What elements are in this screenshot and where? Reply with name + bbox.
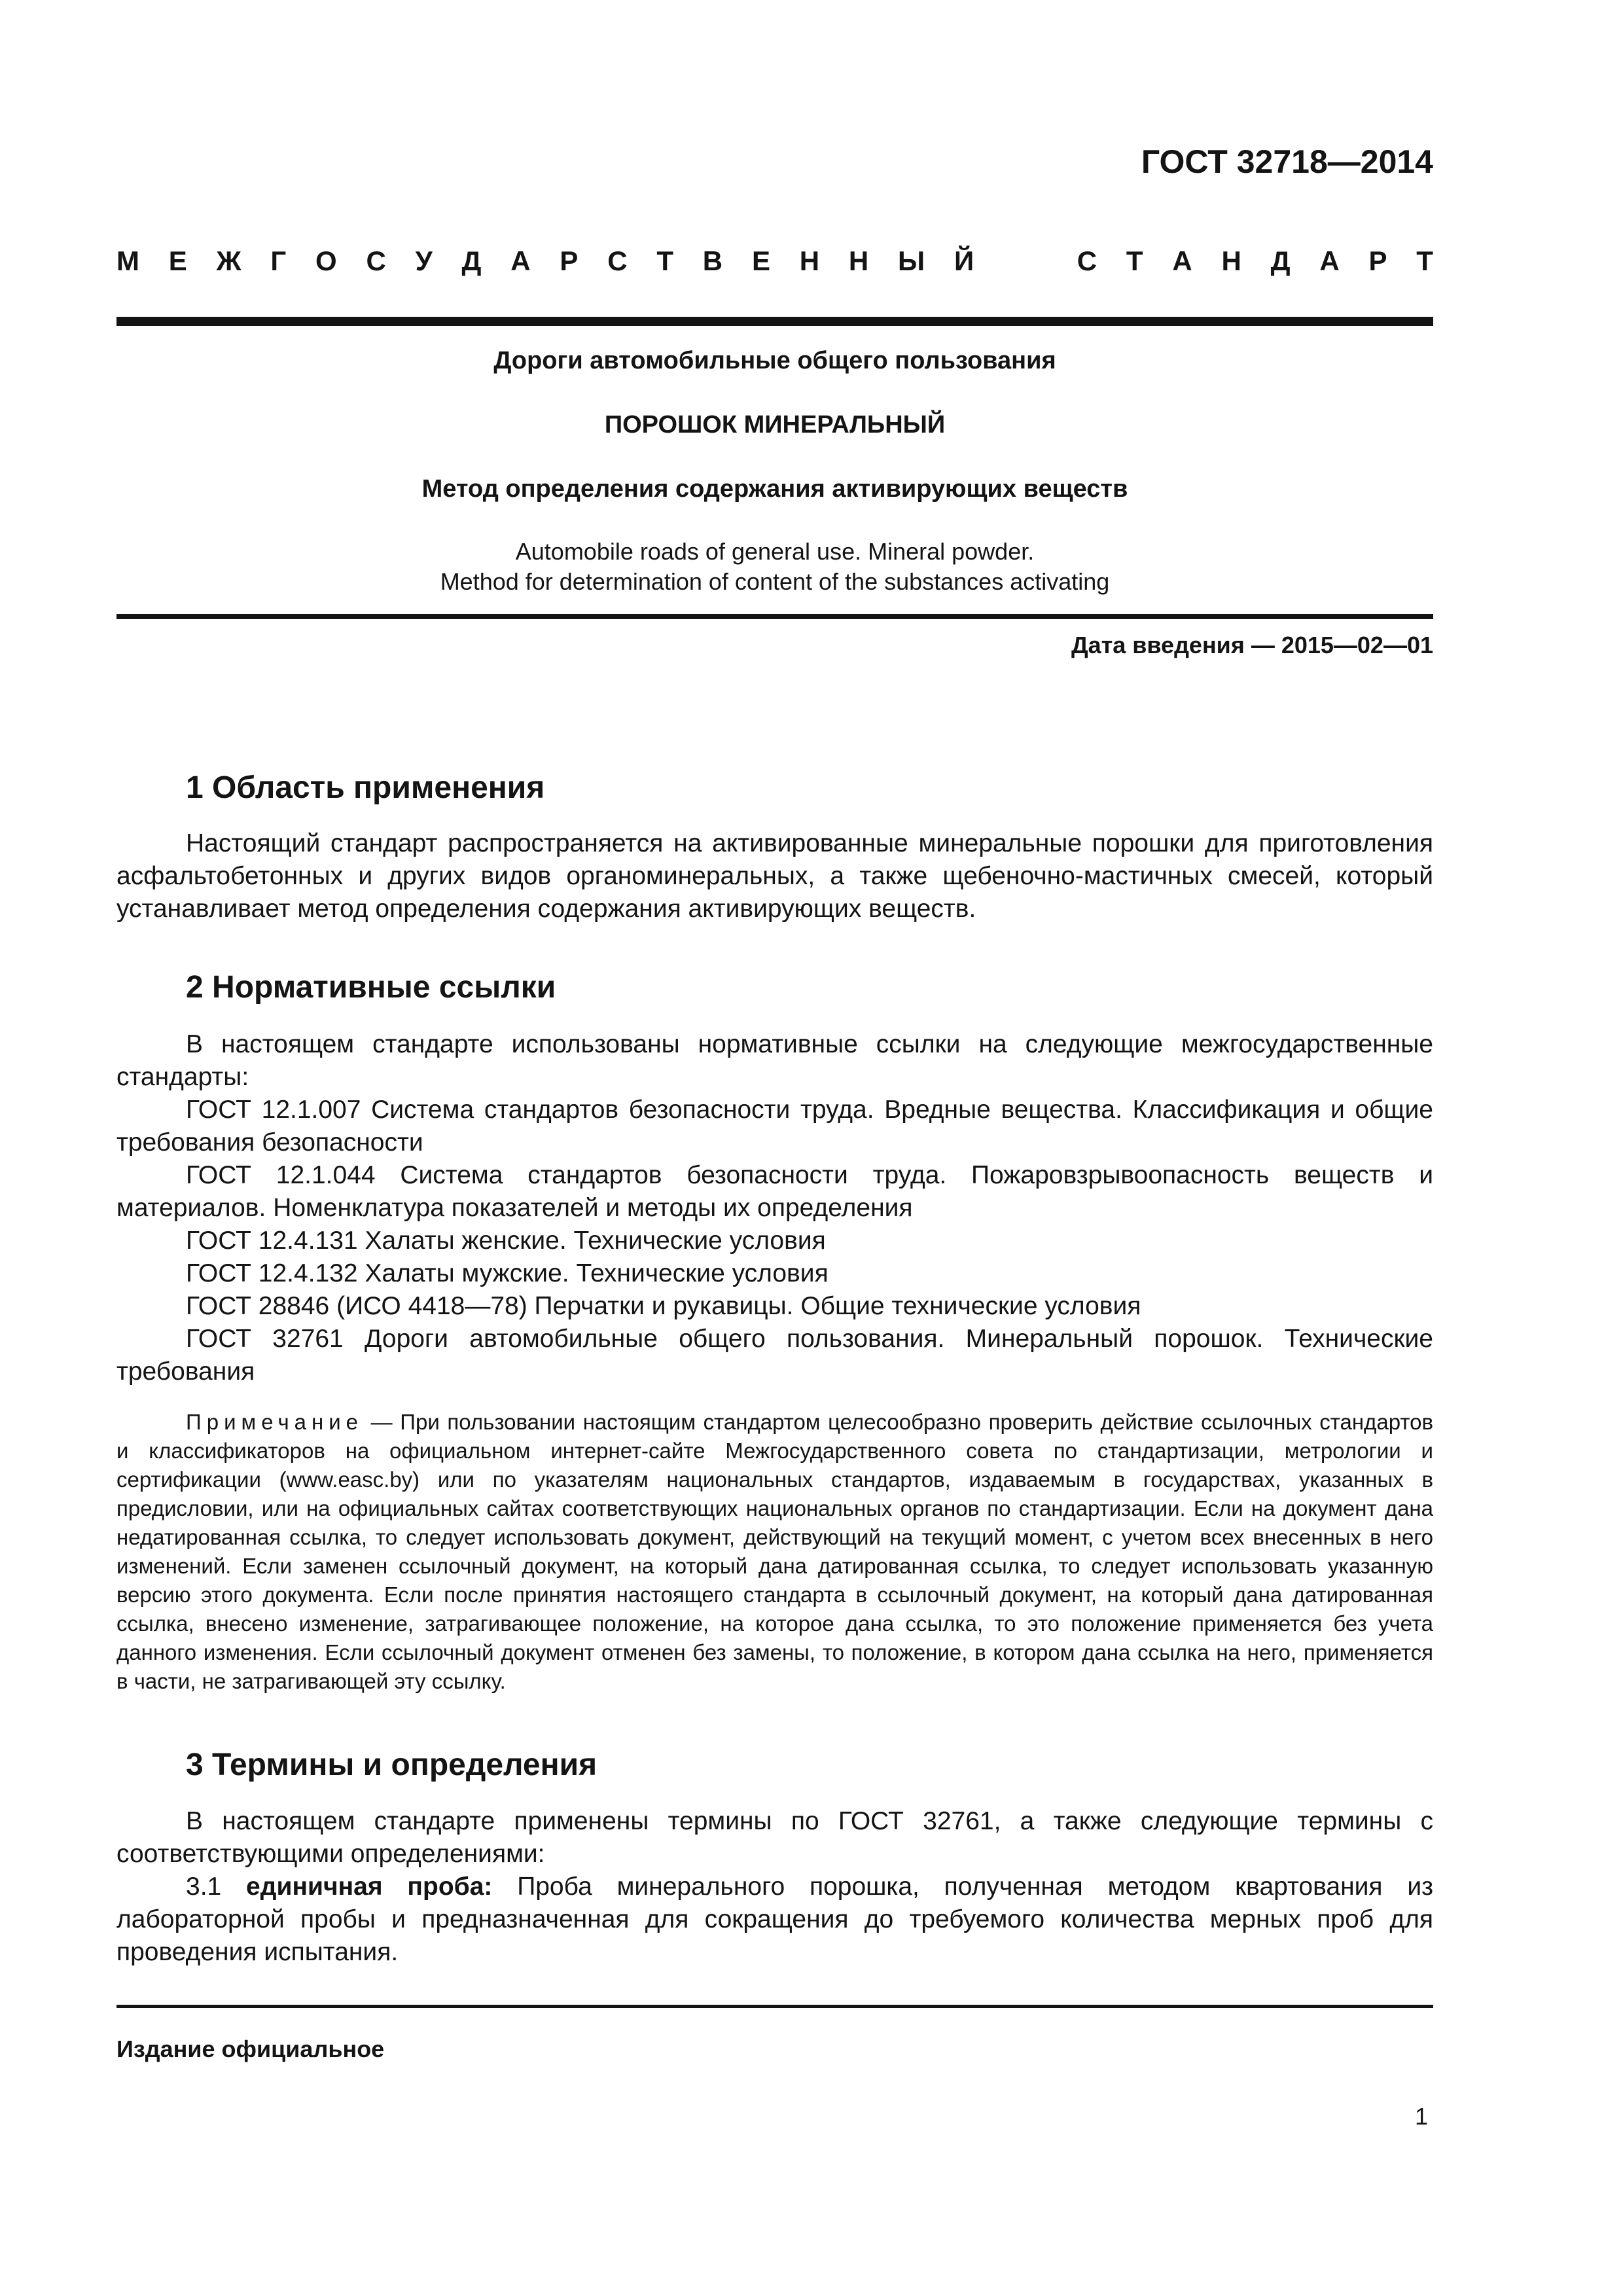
note-text: — При пользовании настоящим стандартом целесообразно проверить действие ссылочных стандартов и классификаторов на официальном интернет-сайте Межгосударственного совета по стандартизации, метрологии и сертификации (www.easc.by) или по указателям национальных стандартов, издаваемым в государствах, указанных в предисловии, или на официальных сайтах соответствующих национальных органов по стандартизации. Если на документ дана недатированная ссылка, то следует использовать документ, действующий на текущий момент, с учетом всех внесенных в него изменений. Если заменен ссылочный документ, на который дана датированная ссылка, то следует использовать указанную версию этого документа. Если после принятия настоящего стандарта в ссылочный документ, на который дана датированная ссылка, внесено изменение, затрагивающее положение, на которое дана ссылка, то это положение применяется без учета данного изменения. Если ссылочный документ отменен без замены, то положение, в котором дана ссылка на него, применяется в части, не затрагивающей эту ссылку. — [116, 1410, 1433, 1693]
type-letter: Н — [848, 245, 869, 276]
standard-type-row — [116, 247, 1433, 275]
type-letter: Т — [656, 245, 673, 276]
type-letter: Д — [1270, 245, 1291, 276]
note-label: Примечание — [186, 1410, 364, 1434]
type-letter: Е — [168, 245, 187, 276]
type-letter: Н — [1221, 245, 1241, 276]
section-3-heading: 3 Термины и определения — [186, 1748, 597, 1782]
header-rule — [116, 317, 1433, 326]
type-letter: Ы — [898, 245, 925, 276]
section-2-body — [116, 1028, 1433, 1388]
type-letter: С — [1077, 245, 1097, 276]
reference-item: ГОСТ 32761 Дороги автомобильные общего пользования. Минеральный порошок. Технические требования — [116, 1325, 1433, 1386]
type-letter: М — [116, 245, 139, 276]
page-number: 1 — [1414, 2103, 1428, 2130]
english-title-line-1: Automobile roads of general use. Mineral powder. — [515, 538, 1035, 565]
type-letter: Й — [954, 245, 974, 276]
title-rule — [116, 614, 1433, 619]
type-letter: С — [366, 245, 386, 276]
intro-date: Дата введения — 2015—02—01 — [1071, 632, 1433, 658]
term-definition: Проба минерального порошка, полученная методом квартования из лабораторной пробы и предназначенная для сокращения до требуемого количества мерных проб для проведения испытания. — [116, 1873, 1433, 1966]
title-line-3: Метод определения содержания активирующих веществ — [421, 475, 1128, 503]
document-page — [116, 0, 1433, 2296]
section-2-intro: В настоящем стандарте использованы нормативные ссылки на следующие межгосударственные стандарты: — [116, 1030, 1433, 1091]
type-letter: Ж — [216, 245, 241, 276]
section-1-heading: 1 Область применения — [186, 770, 545, 805]
reference-item: ГОСТ 12.4.131 Халаты женские. Технические условия — [186, 1227, 826, 1255]
type-letter: Р — [1368, 245, 1387, 276]
footer-rule — [116, 2005, 1433, 2008]
section-2-note — [116, 1408, 1433, 1696]
english-title-line-2: Method for determination of content of the substances activating — [440, 568, 1110, 595]
type-letter: Д — [461, 245, 482, 276]
section-1-body — [116, 827, 1433, 925]
edition-label: Издание официальное — [116, 2036, 385, 2062]
standard-id: ГОСТ 32718—2014 — [1141, 143, 1433, 180]
section-1-paragraph: Настоящий стандарт распространяется на активированные минеральные порошки для приготовления асфальтобетонных и других видов органоминеральных, а также щебеночно-мастичных смесей, который устанавливает метод определения содержания активирующих веществ. — [116, 829, 1433, 923]
type-letter: Н — [799, 245, 820, 276]
type-letter: О — [315, 245, 337, 276]
section-3-intro: В настоящем стандарте применены термины по ГОСТ 32761, а также следующие термины с соответствующими определениями: — [116, 1807, 1433, 1868]
reference-item: ГОСТ 12.1.007 Система стандартов безопасности труда. Вредные вещества. Классификация и общие требования безопасности — [116, 1096, 1433, 1157]
type-letter: Е — [751, 245, 770, 276]
type-letter: А — [1172, 245, 1192, 276]
type-letter: Г — [270, 245, 287, 276]
reference-item: ГОСТ 28846 (ИСО 4418—78) Перчатки и рукавицы. Общие технические условия — [186, 1292, 1141, 1320]
term-3-1 — [116, 1871, 1433, 1969]
title-line-2: ПОРОШОК МИНЕРАЛЬНЫЙ — [604, 411, 946, 439]
type-letter: Т — [1126, 245, 1143, 276]
title-line-1: Дороги автомобильные общего пользования — [493, 347, 1056, 374]
term-name: единичная проба: — [246, 1873, 493, 1901]
type-letter: У — [415, 245, 433, 276]
type-letter: Т — [1416, 245, 1433, 276]
section-2-heading: 2 Нормативные ссылки — [186, 970, 556, 1005]
type-letter: В — [702, 245, 723, 276]
reference-item: ГОСТ 12.1.044 Система стандартов безопасности труда. Пожаровзрывоопасность веществ и материалов. Номенклатура показателей и методы их определения — [116, 1161, 1433, 1222]
type-letter: А — [510, 245, 531, 276]
section-3-body — [116, 1805, 1433, 1969]
term-number: 3.1 — [186, 1873, 247, 1901]
word-gap — [1003, 247, 1048, 275]
type-letter: Р — [560, 245, 579, 276]
type-letter: А — [1319, 245, 1340, 276]
type-letter: С — [607, 245, 628, 276]
reference-item: ГОСТ 12.4.132 Халаты мужские. Технические условия — [186, 1259, 829, 1287]
